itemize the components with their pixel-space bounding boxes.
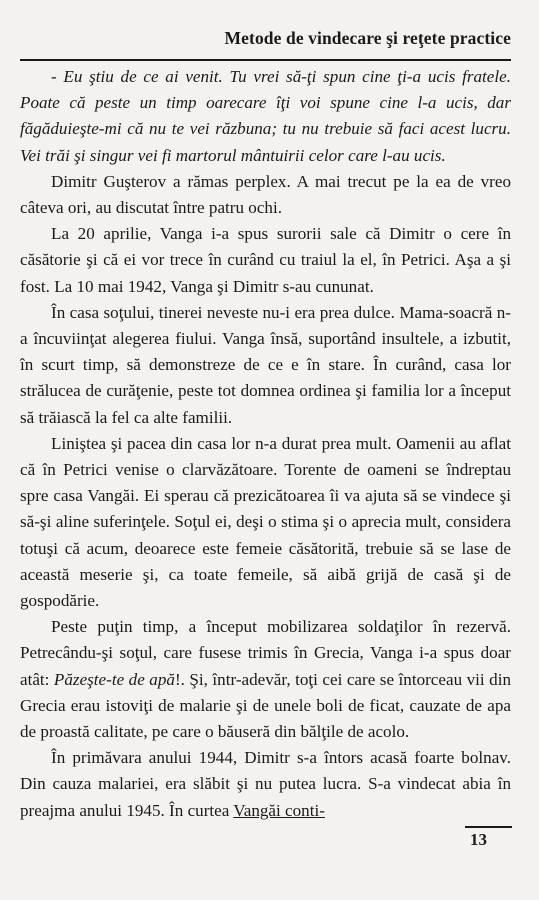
footer-rule bbox=[465, 826, 512, 828]
paragraph-text: !. Şi, într-adevăr, toţi cei care se întorceau vii din Grecia erau istoviţi de malarie şi de unele boli de ficat, cauzate de apa de proastă calitate, pe care o băuseră din bălţile de acolo. bbox=[20, 669, 511, 742]
underlined-text: Vangăi conti- bbox=[233, 800, 325, 820]
paragraph bbox=[20, 745, 511, 824]
page-number: 13 bbox=[470, 830, 487, 849]
paragraph: Dimitr Guşterov a rămas perplex. A mai trecut pe la ea de vreo câteva ori, au discutat între patru ochi. bbox=[20, 171, 511, 218]
paragraph: În casa soţului, tinerei neveste nu-i era prea dulce. Mama-soacră n-a încuviinţat alegerea fiului. Vanga însă, suportând insultele, a izbutit, în scurt timp, să demonstreze de ce e în stare. În curând, casa lor strălucea de curăţenie, peste tot domnea ordinea şi familia lor a început să trăiască la fel ca alte familii. bbox=[20, 302, 511, 427]
italic-quote: Păzeşte-te de apă bbox=[53, 669, 175, 689]
paragraph: La 20 aprilie, Vanga i-a spus surorii sale că Dimitr o cere în căsătorie şi că ei vor trece în curând cu traiul la el, în Petrici. Aşa a şi fost. La 10 mai 1942, Vanga şi Dimitr s-au cununat. bbox=[20, 224, 511, 296]
header-rule bbox=[20, 59, 511, 61]
page-body bbox=[20, 64, 511, 824]
paragraph-text: Peste puţin timp, a început mobilizarea soldaţilor în rezervă. Petrecându-şi soţul, care fusese trimis în Grecia, Vanga i-a spus doar atât: bbox=[20, 617, 511, 689]
paragraph: Liniştea şi pacea din casa lor n-a durat prea mult. Oamenii au aflat că în Petrici venise o clarvăzătoare. Torente de oameni se îndreptau spre casa Vangăi. Ei sperau că prezicătoarea îi va ajuta să se vindece şi să-şi aline suferinţele. Soţul ei, deşi o stima şi o aprecia mult, considera totuşi că acum, deoarece este femeie căsătorită, trebuie să se lase de această meserie şi, ca toate femeile, să aibă grijă de casă şi de gospodărie. bbox=[20, 433, 511, 611]
running-header: Metode de vindecare şi reţete practice bbox=[224, 28, 511, 48]
paragraph bbox=[20, 614, 511, 745]
paragraph-quote: - Eu ştiu de ce ai venit. Tu vrei să-ţi spun cine ţi-a ucis fratele. Poate că peste un timp oarecare îţi voi spune cine l-a ucis, dar făgăduieşte-mi că nu te vei răzbuna; tu nu trebuie să faci acest lucru. Vei trăi şi singur vei fi martorul mântuirii celor care l-au ucis. bbox=[20, 67, 511, 165]
paragraph-text: În primăvara anului 1944, Dimitr s-a întors acasă foarte bolnav. Din cauza malariei, era slăbit şi nu putea lucra. S-a vindecat abia în preajma anului 1945. În curtea bbox=[20, 748, 511, 820]
